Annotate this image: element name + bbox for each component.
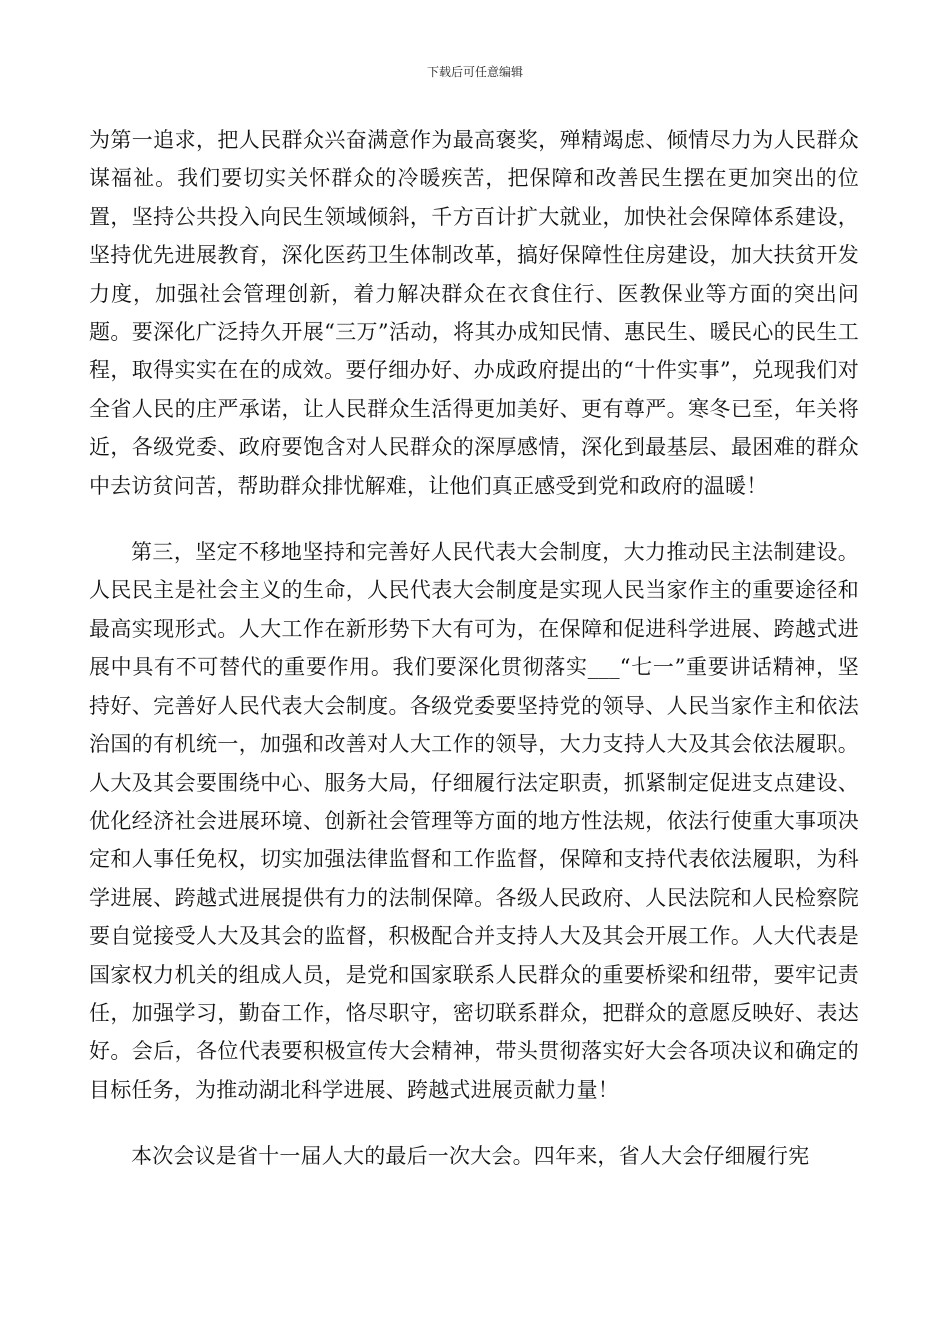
- page-header-note: 下载后可任意编辑: [426, 65, 523, 79]
- paragraph-session-note: 本次会议是省十一届人大的最后一次大会。四年来，省人大会仔细履行宪: [131, 1144, 810, 1169]
- document-body: [89, 121, 859, 1176]
- paragraph-livelihood: 为第一追求，把人民群众兴奋满意作为最高褒奖，殚精竭虑、倾情尽力为人民群众谋福祉。我们要切实关怀群众的冷暖疾苦，把保障和改善民生摆在更加突出的位置，坚持公共投入向民生领域倾斜，千方百计扩大就业，加快社会保障体系建设，坚持优先进展教育，深化医药卫生体制改革，搞好保障性住房建设，加大扶贫开发力度，加强社会管理创新，着力解决群众在衣食住行、医教保业等方面的突出问题。要深化广泛持久开展“三万”活动，将其办成知民情、惠民生、暖民心的民生工程，取得实实在在的成效。要仔细办好、办成政府提出的“十件实事”，兑现我们对全省人民的庄严承诺，让人民群众生活得更加美好、更有尊严。寒冬已至，年关将近，各级党委、政府要饱含对人民群众的深厚感情，深化到最基层、最困难的群众中去访贫问苦，帮助群众排忧解难，让他们真正感受到党和政府的温暖！: [89, 128, 859, 498]
- paragraph-peoples-congress: 第三，坚定不移地坚持和完善好人民代表大会制度，大力推动民主法制建设。人民民主是社会主义的生命，人民代表大会制度是实现人民当家作主的重要途径和最高实现形式。人大工作在新形势下大有可为，在保障和促进科学进展、跨越式进展中具有不可替代的重要作用。我们要深化贯彻落实___“七一”重要讲话精神，坚持好、完善好人民代表大会制度。各级党委要坚持党的领导、人民当家作主和依法治国的有机统一，加强和改善对人大工作的领导，大力支持人大及其会依法履职。人大及其会要围绕中心、服务大局，仔细履行法定职责，抓紧制定促进支点建设、优化经济社会进展环境、创新社会管理等方面的地方性法规，依法行使重大事项决定和人事任免权，切实加强法律监督和工作监督，保障和支持代表依法履职，为科学进展、跨越式进展提供有力的法制保障。各级人民政府、人民法院和人民检察院要自觉接受人大及其会的监督，积极配合并支持人大及其会开展工作。人大代表是国家权力机关的组成人员，是党和国家联系人民群众的重要桥梁和纽带，要牢记责任，加强学习，勤奋工作，恪尽职守，密切联系群众，把群众的意愿反映好、表达好。会后，各位代表要积极宣传大会精神，带头贯彻落实好大会各项决议和确定的目标任务，为推动湖北科学进展、跨越式进展贡献力量！: [89, 540, 859, 1102]
